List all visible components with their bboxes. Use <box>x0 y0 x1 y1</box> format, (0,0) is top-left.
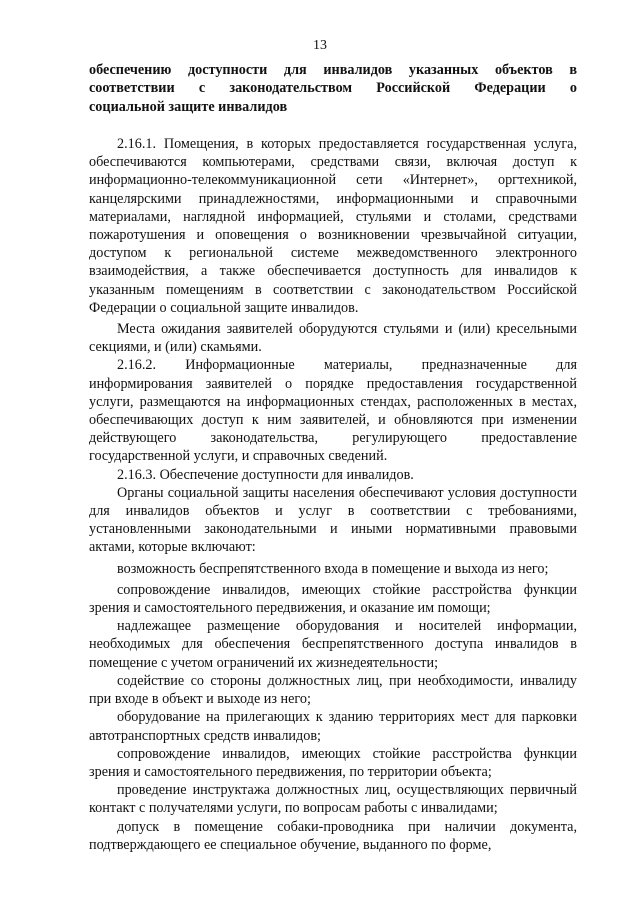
body-text <box>89 135 577 854</box>
list-item: содействие со стороны должностных лиц, при необходимости, инвалиду при входе в объект и выходе из него; <box>89 672 577 708</box>
list-item: возможность беспрепятственного входа в помещение и выхода из него; <box>117 560 549 577</box>
list-item: оборудование на прилегающих к зданию территориях мест для парковки автотранспортных средств инвалидов; <box>89 709 577 744</box>
list-item: допуск в помещение собаки-проводника при наличии документа, подтверждающего ее специальное обучение, выданного по форме, <box>89 818 577 853</box>
paragraph-2-16-3: 2.16.3. Обеспечение доступности для инвалидов. <box>117 466 414 483</box>
heading-line-2: соответствии с законодательством Российской Федерации о <box>89 80 577 97</box>
heading-line-3: социальной защите инвалидов <box>89 98 288 115</box>
page-number: 13 <box>313 38 327 53</box>
list-item: проведение инструктажа должностных лиц, осуществляющих первичный контакт с получателями услуги, по вопросам работы с инвалидами; <box>89 782 577 817</box>
paragraph-2-16-1: 2.16.1. Помещения, в которых предоставляется государственная услуга, обеспечиваются компьютерами, средствами связи, включая доступ к информационно-телекоммуникационной сети «Интернет», оргтехникой, канцелярскими принадлежностями, информационными и справочными материалами, наглядной информацией, стульями и столами, средствами пожаротушения и оповещения о возникновении чрезвычайной ситуации, доступом к региональной системе межведомственного электронного взаимодействия, а также обеспечивается доступность для инвалидов к указанным помещениям в соответствии с законодательством Российской Федерации о социальной защите инвалидов. <box>89 136 577 316</box>
list-item: сопровождение инвалидов, имеющих стойкие расстройства функции зрения и самостоятельного передвижения, по территории объекта; <box>89 745 577 780</box>
list-item: сопровождение инвалидов, имеющих стойкие расстройства функции зрения и самостоятельного передвижения, и оказание им помощи; <box>89 581 577 617</box>
paragraph-2-16-2: 2.16.2. Информационные материалы, предназначенные для информирования заявителей о порядке предоставления государственной услуги, размещаются на информационных стендах, расположенных в местах, обеспечивающих доступ к ним заявителей, и обновляются при изменении действующего законодательства, регулирующего предоставление государственной услуги, и справочных сведений. <box>89 357 577 465</box>
heading-line-1: обеспечению доступности для инвалидов указанных объектов в <box>89 62 577 78</box>
section-heading <box>89 61 577 116</box>
list-item: надлежащее размещение оборудования и носителей информации, необходимых для обеспечения беспрепятственного доступа инвалидов в помещение с учетом ограничений их жизнедеятельности; <box>89 618 577 671</box>
paragraph-waiting-places: Места ожидания заявителей оборудуются стульями и (или) кресельными секциями, и (или) скамьями. <box>89 321 577 356</box>
paragraph-social-protection: Органы социальной защиты населения обеспечивают условия доступности для инвалидов объектов и услуг в соответствии с требованиями, установленными законодательными и иными нормативными правовыми актами, которые включают: <box>89 484 577 556</box>
